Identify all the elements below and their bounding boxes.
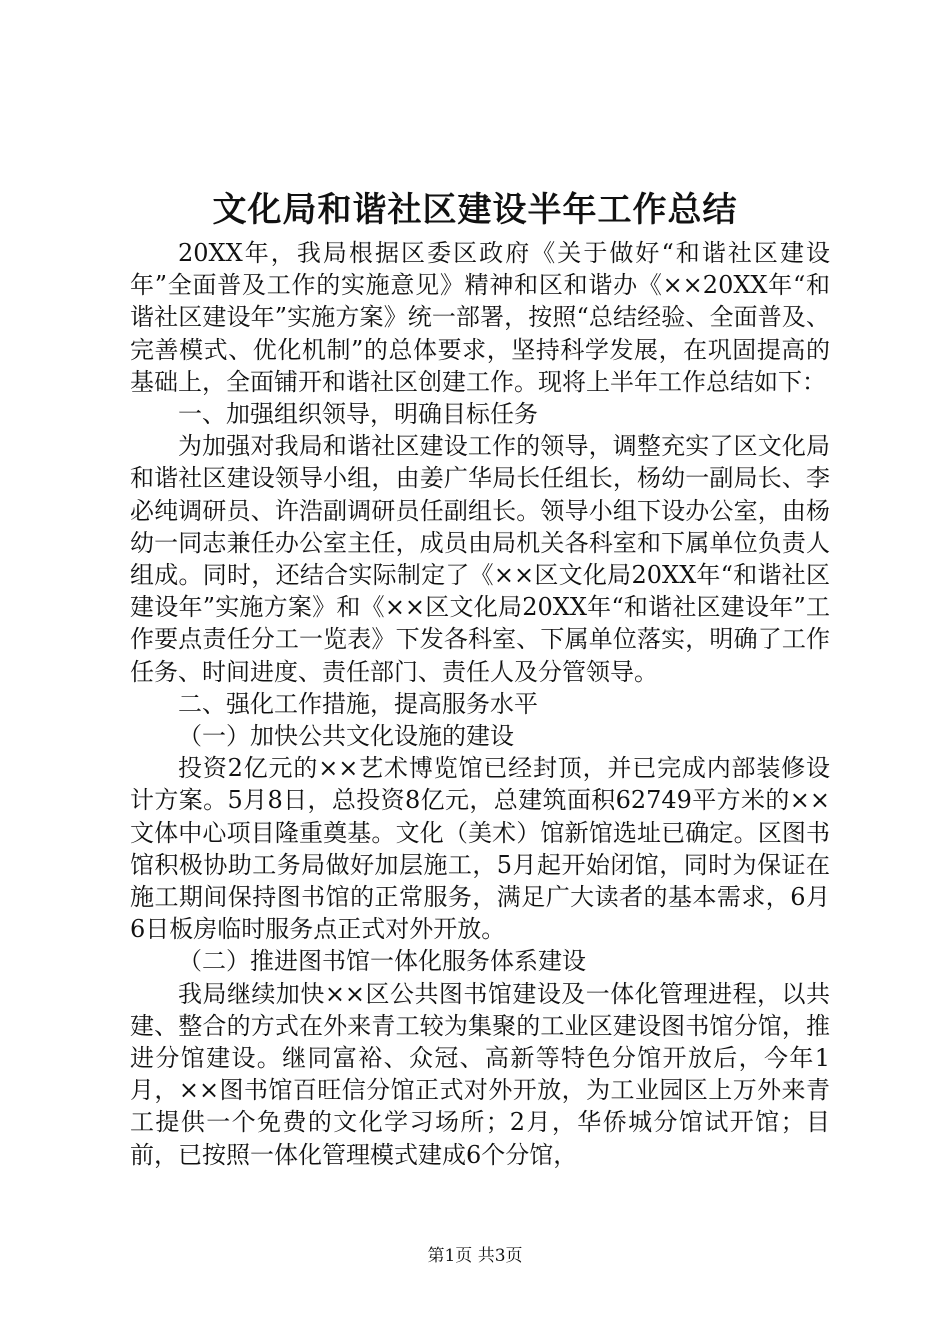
- subsection-heading-2: （二）推进图书馆一体化服务体系建设: [178, 947, 586, 976]
- document-body: [130, 237, 830, 1171]
- paragraph-organization: 为加强对我局和谐社区建设工作的领导，调整充实了区文化局和谐社区建设领导小组，由姜广华局长任组长，杨幼一副局长、李必纯调研员、许浩副调研员任副组长。领导小组下设办公室，由杨幼一同志兼任办公室主任，成员由局机关各科室和下属单位负责人组成。同时，还结合实际制定了《××区文化局20XX年“和谐社区建设年”实施方案》和《××区文化局20XX年“和谐社区建设年”工作要点责任分工一览表》下发各科室、下属单位落实，明确了工作任务、时间进度、责任部门、责任人及分管领导。: [130, 432, 830, 686]
- page-footer: 第1页 共3页: [427, 1246, 523, 1266]
- document-title: 文化局和谐社区建设半年工作总结: [212, 190, 738, 230]
- section-heading-1: 一、加强组织领导，明确目标任务: [178, 400, 538, 429]
- section-heading-2: 二、强化工作措施，提高服务水平: [178, 689, 538, 718]
- subsection-heading-1: （一）加快公共文化设施的建设: [178, 722, 514, 751]
- paragraph-intro: 20XX年，我局根据区委区政府《关于做好“和谐社区建设年”全面普及工作的实施意见》精神和区和谐办《××20XX年“和谐社区建设年”实施方案》统一部署，按照“总结经验、全面普及、完善模式、优化机制”的总体要求，坚持科学发展，在巩固提高的基础上，全面铺开和谐社区创建工作。现将上半年工作总结如下：: [130, 239, 830, 396]
- paragraph-facilities: 投资2亿元的××艺术博览馆已经封顶，并已完成内部装修设计方案。5月8日，总投资8亿元，总建筑面积62749平方米的××文体中心项目隆重奠基。文化（美术）馆新馆选址已确定。区图书馆积极协助工务局做好加层施工，5月起开始闭馆，同时为保证在施工期间保持图书馆的正常服务，满足广大读者的基本需求，6月6日板房临时服务点正式对外开放。: [130, 754, 830, 944]
- paragraph-library: 我局继续加快××区公共图书馆建设及一体化管理进程，以共建、整合的方式在外来青工较为集聚的工业区建设图书馆分馆，推进分馆建设。继同富裕、众冠、高新等特色分馆开放后，今年1月，××图书馆百旺信分馆正式对外开放，为工业园区上万外来青工提供一个免费的文化学习场所；2月，华侨城分馆试开馆；目前，已按照一体化管理模式建成6个分馆，: [130, 979, 830, 1169]
